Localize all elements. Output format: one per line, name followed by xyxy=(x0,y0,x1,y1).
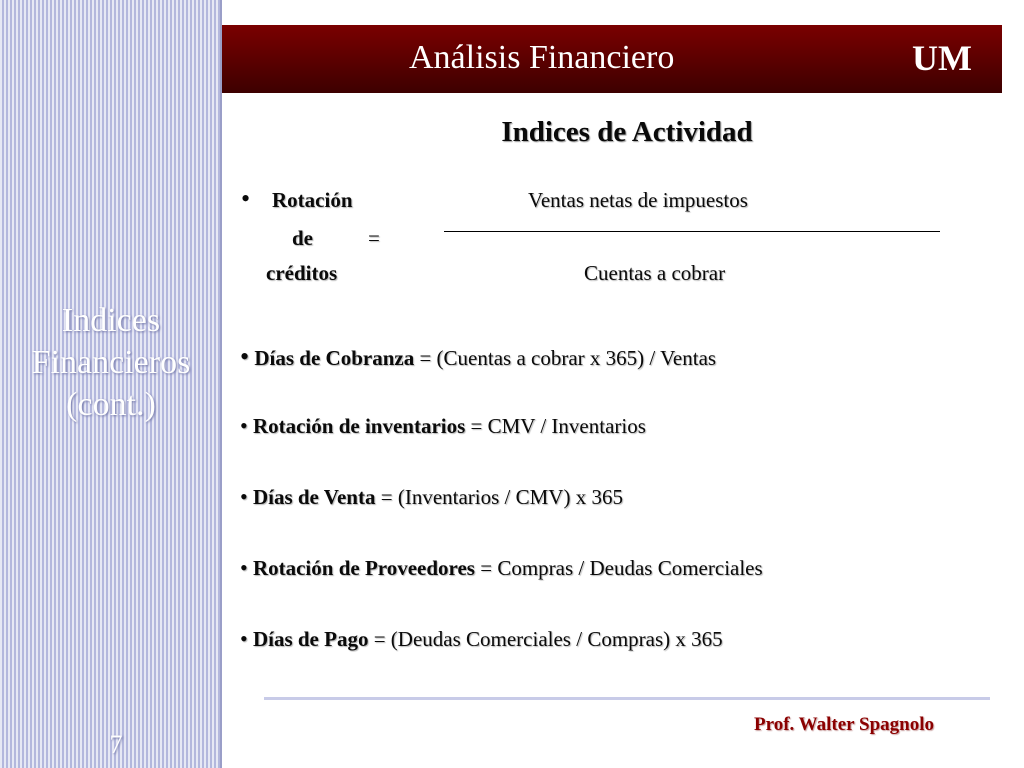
header-logo: UM xyxy=(912,38,972,78)
list-item xyxy=(240,626,723,652)
formula-bullet: • xyxy=(241,184,251,213)
sidebar-title-line: Indices xyxy=(61,302,161,339)
sidebar xyxy=(0,0,222,768)
sidebar-title-line: (cont.) xyxy=(66,386,156,423)
list-item xyxy=(240,342,716,372)
item-term: Rotación de inventarios xyxy=(252,414,466,438)
list-item xyxy=(240,484,623,510)
fraction-line xyxy=(444,231,940,232)
sidebar-title xyxy=(0,300,222,426)
item-definition: = (Deudas Comerciales / Compras) x 365 xyxy=(368,627,723,651)
section-title: Indices de Actividad xyxy=(501,116,753,148)
header-title: Análisis Financiero xyxy=(409,39,675,76)
header-bar xyxy=(222,25,1002,93)
item-definition: = (Inventarios / CMV) x 365 xyxy=(375,485,623,509)
item-term: Días de Pago xyxy=(252,627,369,651)
item-definition: = CMV / Inventarios xyxy=(465,414,646,438)
item-definition: = (Cuentas a cobrar x 365) / Ventas xyxy=(414,346,717,370)
bullet-icon: • xyxy=(240,342,250,371)
sidebar-title-line: Financieros xyxy=(31,344,191,381)
list-item xyxy=(240,413,646,439)
bullet-icon: • xyxy=(240,484,248,509)
formula-numerator: Ventas netas de impuestos xyxy=(528,188,748,212)
item-term: Días de Venta xyxy=(252,485,376,509)
item-definition: = Compras / Deudas Comerciales xyxy=(474,556,763,580)
formula-equals: = xyxy=(368,226,380,250)
item-term: Rotación de Proveedores xyxy=(252,556,475,580)
formula-denominator: Cuentas a cobrar xyxy=(584,261,726,285)
bullet-icon: • xyxy=(240,555,248,580)
list-item xyxy=(240,555,763,581)
bullet-icon: • xyxy=(240,626,248,651)
slide-number: 7 xyxy=(109,730,123,759)
footer-author: Prof. Walter Spagnolo xyxy=(754,714,934,735)
formula-label-line-2: de xyxy=(292,226,313,250)
footer-divider xyxy=(264,697,990,700)
bullet-icon: • xyxy=(240,413,248,438)
formula-label-line-1: Rotación xyxy=(272,188,353,212)
item-term: Días de Cobranza xyxy=(254,346,415,370)
formula-label-line-3: créditos xyxy=(266,261,338,285)
